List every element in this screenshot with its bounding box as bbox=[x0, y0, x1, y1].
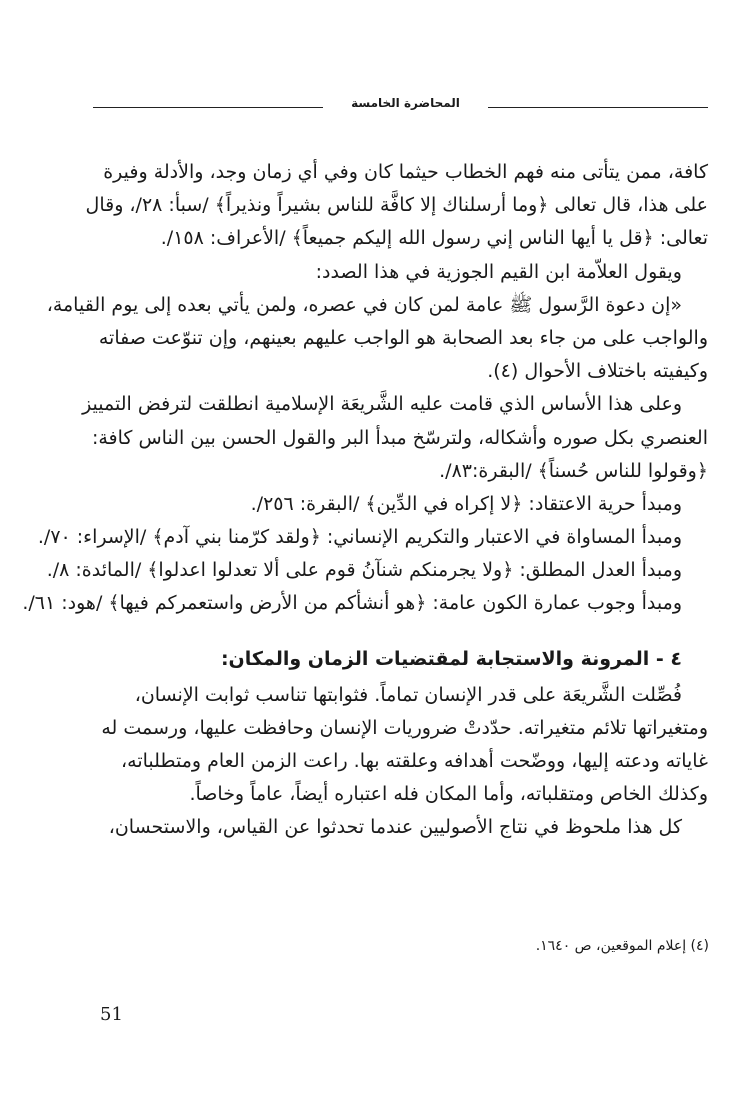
page-body bbox=[22, 156, 708, 845]
text-line: فُصِّلت الشَّريعَة على قدر الإنسان تماماً. فثوابتها تناسب ثوابت الإنسان، bbox=[134, 683, 682, 706]
text-line: وكذلك الخاص ومتقلباته، وأما المكان فله اعتباره أيضاً، عاماً وخاصاً. bbox=[189, 783, 708, 806]
principle-line: ومبدأ وجوب عمارة الكون عامة: ﴿هو أنشأكم من الأرض واستعمركم فيها﴾ /هود: ٦١/. bbox=[22, 592, 682, 615]
text-line: وعلى هذا الأساس الذي قامت عليه الشَّريعَة الإسلامية انطلقت لترفض التمييز bbox=[82, 393, 682, 416]
header-rule-right bbox=[488, 107, 708, 108]
text-line: كل هذا ملحوظ في نتاج الأصوليين عندما تحدثوا عن القياس، والاستحسان، bbox=[108, 816, 682, 839]
principle-line: ومبدأ حرية الاعتقاد: ﴿لا إكراه في الدِّين﴾ /البقرة: ٢٥٦/. bbox=[250, 492, 682, 515]
text-line: على هذا، قال تعالى ﴿وما أرسلناك إلا كافَّة للناس بشيراً ونذيراً﴾ /سبأ: ٢٨/، وقال bbox=[85, 194, 708, 217]
principle-line: ومبدأ المساواة في الاعتبار والتكريم الإنساني: ﴿ولقد كرّمنا بني آدم﴾ /الإسراء: ٧٠/. bbox=[37, 526, 682, 549]
verse-line: ﴿وقولوا للناس حُسناً﴾ /البقرة:٨٣/. bbox=[439, 459, 708, 482]
text-line: كافة، ممن يتأتى منه فهم الخطاب حيثما كان وفي أي زمان وجد، والأدلة وفيرة bbox=[103, 161, 708, 183]
header-rule-left bbox=[93, 107, 323, 108]
quote-line: «إن دعوة الرَّسول ﷺ عامة لمن كان في عصره، ولمن يأتي بعده إلى يوم القيامة، bbox=[46, 293, 682, 316]
text-line: ومتغيراتها تلائم متغيراته. حدّدتْ ضروريات الإنسان وحافظت عليها، ورسمت له bbox=[101, 716, 708, 739]
page-header bbox=[93, 96, 708, 116]
chapter-title: المحاضرة الخامسة bbox=[351, 96, 460, 110]
text-line: العنصري بكل صوره وأشكاله، ولترسّخ مبدأ البر والقول الحسن بين الناس كافة: bbox=[91, 426, 708, 449]
principle-line: ومبدأ العدل المطلق: ﴿ولا يجرمنكم شنآنُ قوم على ألا تعدلوا اعدلوا﴾ /المائدة: ٨/. bbox=[46, 559, 682, 582]
section-heading: ٤ - المرونة والاستجابة لمقتضيات الزمان والمكان: bbox=[220, 647, 682, 670]
text-line: غاياته ودعته إليها، ووضّحت أهدافه وعلقته بها. راعت الزمن العام ومتطلباته، bbox=[121, 750, 708, 772]
text-line: ويقول العلاّمة ابن القيم الجوزية في هذا الصدد: bbox=[315, 260, 682, 283]
spacer bbox=[96, 621, 708, 639]
text-line: تعالى: ﴿قل يا أيها الناس إني رسول الله إليكم جميعاً﴾ /الأعراف: ١٥٨/. bbox=[160, 227, 708, 250]
footnote: (٤) إعلام الموقعين، ص ١٦٤٠. bbox=[535, 938, 709, 954]
quote-line: وكيفيته باختلاف الأحوال (٤). bbox=[487, 360, 708, 383]
quote-line: والواجب على من جاء بعد الصحابة هو الواجب عليهم بعينهم، وإن تنوّعت صفاته bbox=[98, 326, 708, 349]
page-number: 51 bbox=[100, 1004, 123, 1025]
